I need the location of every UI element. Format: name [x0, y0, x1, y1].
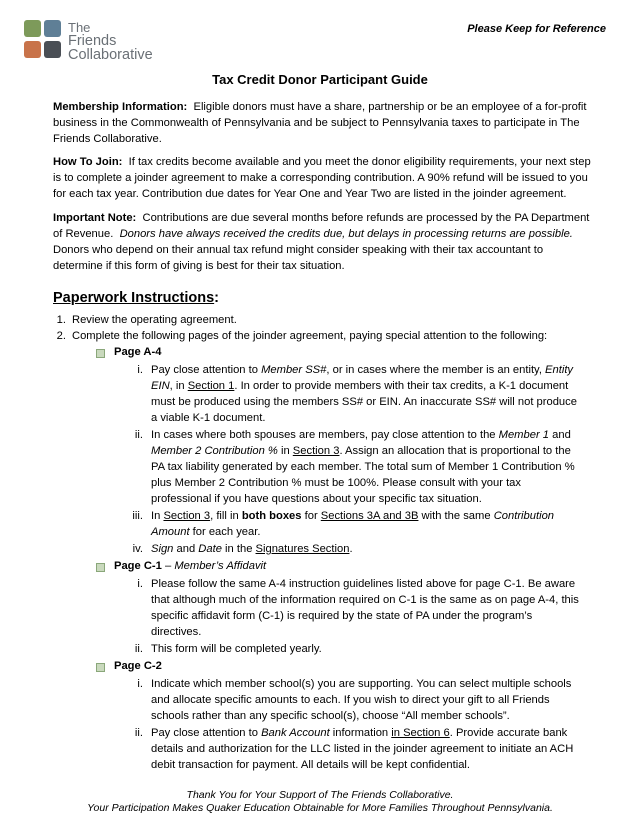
important-note-paragraph [53, 210, 593, 274]
paperwork-heading: Paperwork Instructions: [53, 290, 219, 306]
page-c2-heading: Page C-2 [114, 660, 162, 672]
page-c1-item-ii: ii. This form will be completed yearly. [134, 643, 322, 655]
how-to-join-label: How To Join: [53, 156, 123, 168]
page-a4-item-ii: ii. In cases where both spouses are members, pay close attention to the Member 1 and Member 2 Contribution % in Section 3. Assign an allocation that is proportional to the PA tax liability generated by each member. The total sum of Member 1 Contribution % plus Member 2 Contribution % must be 100%. Please consult with your tax professional if you have questions about your specific tax situation. [134, 429, 575, 505]
membership-label: Membership Information: [53, 101, 188, 113]
how-to-join-paragraph [53, 154, 593, 202]
important-note-label: Important Note: [53, 212, 137, 224]
membership-text: Eligible donors must have a share, partnership or be an employee of a for-profit business in the Commonwealth of Pennsylvania and be subject to Pennsylvania taxes to participate in The Friends Collaborative. [53, 101, 587, 145]
page-a4-item-iii: iii. In Section 3, fill in both boxes for Sections 3A and 3B with the same Contribution Amount for each year. [132, 510, 555, 538]
bullet-icon [96, 349, 105, 358]
page-title: Tax Credit Donor Participant Guide [212, 72, 428, 87]
important-note-italic: Donors have always received the credits due, but delays in processing returns are possible. [119, 228, 573, 240]
membership-paragraph [53, 99, 593, 147]
friends-collaborative-logo [24, 20, 164, 62]
logo-line-3: Collaborative [68, 47, 153, 63]
logo-mark-icon [24, 20, 62, 60]
footer-line-2: Your Participation Makes Quaker Education Obtainable for More Families Throughout Pennsylvania. [87, 802, 553, 814]
page-c1-item-i: i. Please follow the same A-4 instruction guidelines listed above for page C-1. Be aware that although much of the information required on C-1 is the same as on page A-4, this specific affidavit form (C-1) is required by the state of PA under the program’s directives. [137, 578, 579, 638]
bullet-icon [96, 563, 105, 572]
footer-line-1: Thank You for Your Support of The Friends Collaborative. [186, 789, 454, 801]
list-item-2: 2. Complete the following pages of the joinder agreement, paying special attention to the following: [56, 330, 548, 342]
important-note-text-1: Contributions are due several months before refunds are processed by the PA Department of Revenue. [53, 212, 590, 240]
page-a4-item-iv: iv. Sign and Date in the Signatures Section. [132, 543, 353, 555]
page-a4-heading: Page A-4 [114, 346, 162, 358]
how-to-join-text: If tax credits become available and you meet the donor eligibility requirements, your next step is to complete a joinder agreement to make a corresponding contribution. A 90% refund will be issued to you for each tax year. Contribution due dates for Year One and Year Two are listed in the joinder agreement. [53, 156, 591, 200]
keep-for-reference-note: Please Keep for Reference [467, 23, 606, 35]
page-c2-item-ii: ii. Pay close attention to Bank Account information in Section 6. Provide accurate bank details and authorization for the LLC listed in the joinder agreement to initiate an ACH debit transaction for payment. All details will be kept confidential. [134, 727, 574, 771]
page-a4-item-i: i. Pay close attention to Member SS#, or in cases where the member is an entity, Entity EIN, in Section 1. In order to provide members with their tax credits, a K-1 document must be produced using the members SS# or EIN. An inaccurate SS# will not produce a viable K-1 document. [137, 364, 577, 424]
page-c1-heading: Page C-1 – Member’s Affidavit [114, 560, 267, 572]
important-note-text-2: Donors who depend on their annual tax refund might consider speaking with their tax accountant to determine if this form of giving is best for their tax situation. [53, 244, 544, 272]
list-item-1: 1. Review the operating agreement. [56, 314, 237, 326]
bullet-icon [96, 663, 105, 672]
logo-line-2: Friends [68, 33, 117, 49]
page-c2-item-i: i. Indicate which member school(s) you are supporting. You can select multiple schools and allocate specific amounts to each. If you wish to direct your gift to all Friends schools rather than any specific school(s), choose “All member schools”. [137, 678, 572, 722]
logo-line-1: The [68, 20, 91, 35]
